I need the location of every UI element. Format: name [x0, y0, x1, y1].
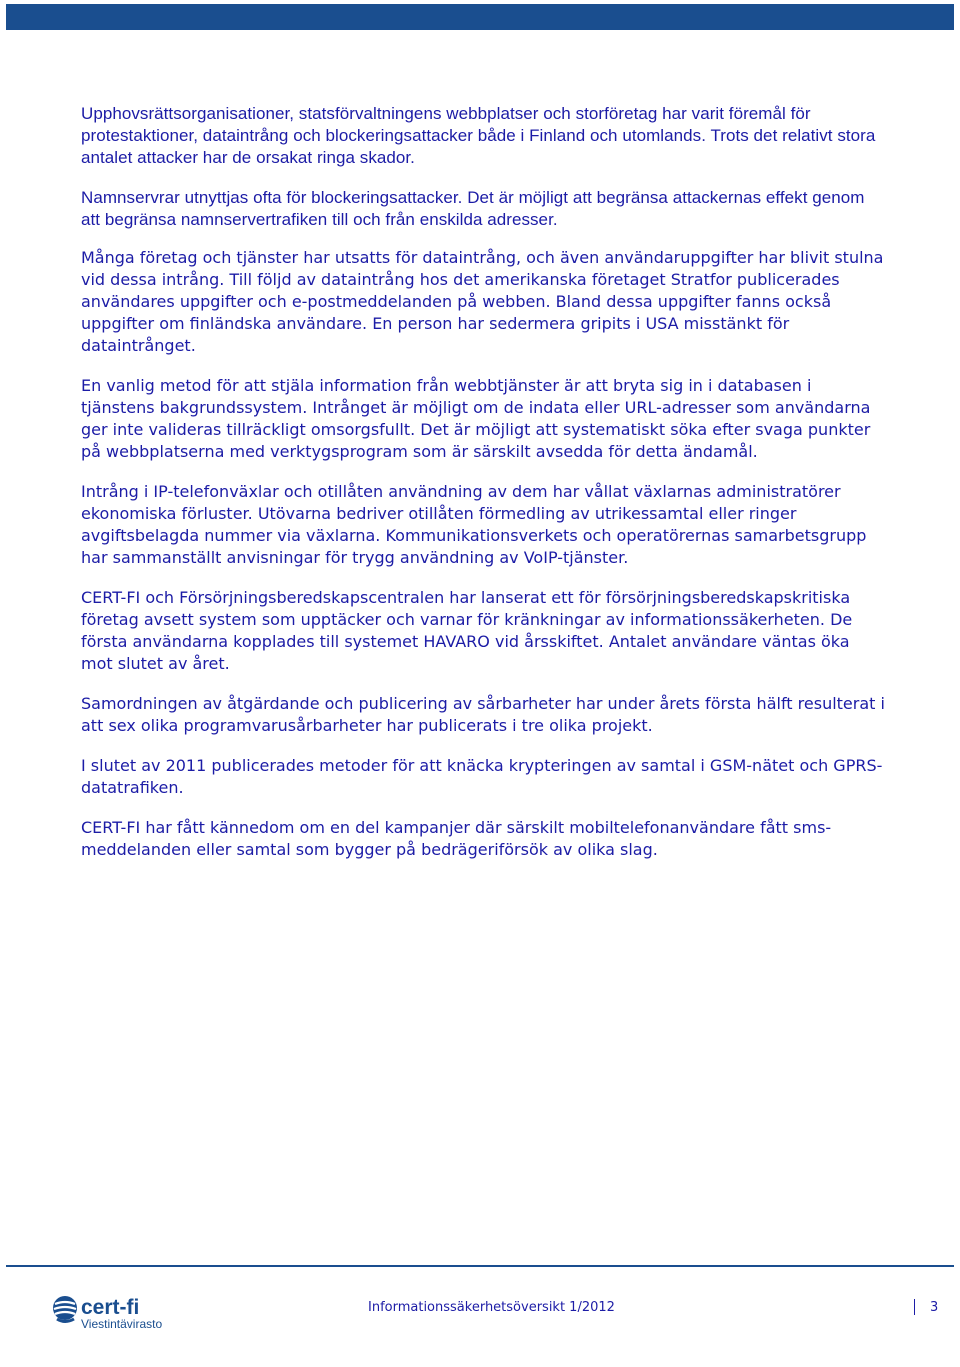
paragraph-gsm: I slutet av 2011 publicerades metoder för att knäcka krypteringen av samtal i GSM-nätet och GPRS-datatrafiken. — [81, 756, 883, 797]
paragraph-ip-telephony: Intrång i IP-telefonväxlar och otillåten användning av dem har vållat växlarnas administratörer ekonomiska förluster. Utövarna bedriver otillåten förmedling av utrikessamtal eller ringer avgiftsbelagda nummer via växlarna. Kommunikationsverkets och operatörernas samarbetsgrupp har sammanställt anvisningar för trygg användning av VoIP-tjänster. — [81, 482, 867, 567]
paragraph-vulnerabilities: Samordningen av åtgärdande och publicering av sårbarheter har under årets första hälft resulterat i att sex olika programvarusårbarheter har publicerats i tre olika projekt. — [81, 694, 885, 735]
paragraph-data-breaches: Många företag och tjänster har utsatts för dataintrång, och även användaruppgifter har blivit stulna vid dessa intrång. Till följd av dataintrång hos det amerikanska företaget Stratfor publicerades användares uppgifter och e-postmeddelanden på webben. Bland dessa uppgifter fanns också uppgifter om finländska användare. En person har sedermera gripits i USA misstänkt för dataintrånget. — [81, 248, 884, 355]
globe-icon — [53, 1296, 77, 1322]
footer-rule — [6, 1265, 954, 1267]
paragraph-havaro: CERT-FI och Försörjningsberedskapscentralen har lanserat ett för försörjningsberedskapskritiska företag avsett system som upptäcker och varnar för kränkningar av informationssäkerheten. De första användarna kopplades till systemet HAVARO vid årsskiftet. Antalet användare väntas öka mot slutet av året. — [81, 588, 853, 673]
paragraph-protest-actions: Upphovsrättsorganisationer, statsförvaltningens webbplatser och storföretag har varit föremål för protestaktioner, dataintrång och blockeringsattacker både i Finland och utomlands. Trots det relativt stora antalet attacker har de orsakat ringa skador. — [81, 104, 876, 167]
cert-fi-logo — [52, 1291, 232, 1339]
footer-separator — [914, 1299, 915, 1315]
paragraph-name-servers: Namnservrar utnyttjas ofta för blockeringsattacker. Det är möjligt att begränsa attackernas effekt genom att begränsa namnservertrafiken till och från enskilda adresser. — [81, 188, 865, 229]
footer-document-title: Informationssäkerhetsöversikt 1/2012 — [368, 1300, 615, 1315]
paragraph-web-services: En vanlig metod för att stjäla information från webbtjänster är att bryta sig in i databasen i tjänstens bakgrundssystem. Intrånget är möjligt om de indata eller URL-adresser som användarna ger inte valideras tillräckligt omsorgsfullt. Det är möjligt att systematiskt söka efter svaga punkter på webbplatserna med verktygsprogram som är särskilt avsedda för detta ändamål. — [81, 376, 871, 461]
page-number: 3 — [930, 1300, 939, 1315]
logo-subtext: Viestintävirasto — [81, 1317, 163, 1331]
paragraph-sms-fraud: CERT-FI har fått kännedom om en del kampanjer där särskilt mobiltelefonanvändare fått sms-meddelanden eller samtal som bygger på bedrägeriförsök av olika slag. — [81, 818, 832, 859]
logo-wordmark: cert-fi — [81, 1296, 140, 1319]
header-bar — [6, 4, 954, 30]
document-body — [81, 103, 886, 879]
